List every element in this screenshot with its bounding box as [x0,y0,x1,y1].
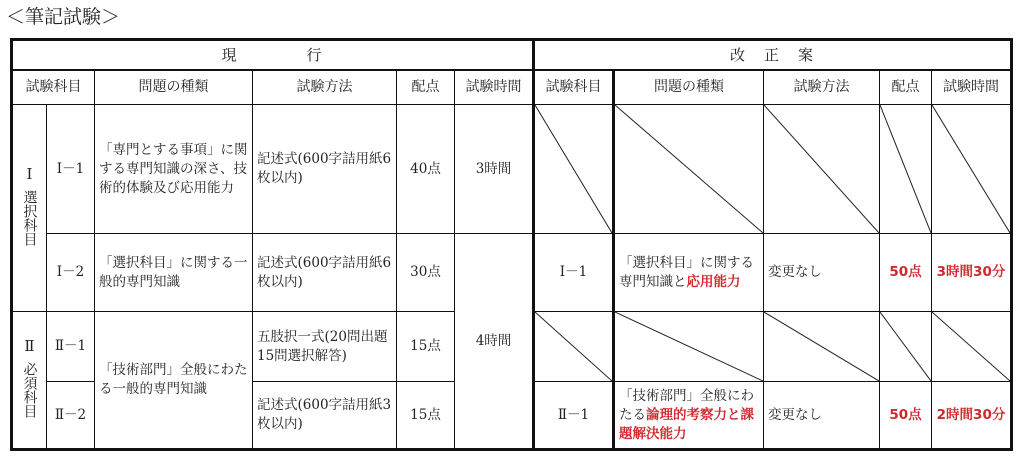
current-heading: 現 行 [12,40,534,71]
header-method-revised: 試験方法 [764,70,880,105]
type-cell: 「技術部門」全般にわたる一般的専門知識 [95,312,253,450]
empty-diagonal-cell [534,312,614,382]
header-method: 試験方法 [253,70,397,105]
revised-type-cell: 「技術部門」全般にわたる論理的考察力と課題解決能力 [614,382,764,450]
header-type-revised: 問題の種類 [614,70,764,105]
empty-diagonal-cell [880,312,932,382]
time-cell: 4時間 [455,234,534,450]
empty-diagonal-cell [932,105,1012,234]
code-cell: Ⅱ－2 [47,382,95,450]
table-row [12,234,1012,312]
revised-time-cell: 2時間30分 [932,382,1012,450]
points-cell: 15点 [397,382,455,450]
points-cell: 15点 [397,312,455,382]
empty-diagonal-cell [534,105,614,234]
revised-heading: 改 正 案 [534,40,1012,71]
revised-type-cell: 「選択科目」に関する専門知識と応用能力 [614,234,764,312]
empty-diagonal-cell [932,312,1012,382]
code-cell: Ⅰ－2 [47,234,95,312]
empty-diagonal-cell [764,105,880,234]
method-cell: 五肢択一式(20問出題15問選択解答) [253,312,397,382]
revised-code-cell: Ⅱ－1 [534,382,614,450]
exam-comparison-table [10,38,1013,451]
points-cell: 40点 [397,105,455,234]
header-subject: 試験科目 [12,70,95,105]
header-type: 問題の種類 [95,70,253,105]
code-cell: Ⅱ－1 [47,312,95,382]
points-cell: 30点 [397,234,455,312]
revised-method-cell: 変更なし [764,382,880,450]
empty-diagonal-cell [764,312,880,382]
header-subject-revised: 試験科目 [534,70,614,105]
subject-group-1: Ⅰ 選択科目 [12,105,47,312]
empty-diagonal-cell [880,105,932,234]
time-cell: 3時間 [455,105,534,234]
header-time-revised: 試験時間 [932,70,1012,105]
code-cell: Ⅰ－1 [47,105,95,234]
method-cell: 記述式(600字詰用紙6枚以内) [253,105,397,234]
type-cell: 「専門とする事項」に関する専門知識の深さ、技術的体験及び応用能力 [95,105,253,234]
method-cell: 記述式(600字詰用紙6枚以内) [253,234,397,312]
empty-diagonal-cell [614,312,764,382]
revised-points-cell: 50点 [880,382,932,450]
header-points-revised: 配点 [880,70,932,105]
header-points: 配点 [397,70,455,105]
table-row [12,105,1012,234]
revised-code-cell: Ⅰ－1 [534,234,614,312]
method-cell: 記述式(600字詰用紙3枚以内) [253,382,397,450]
empty-diagonal-cell [614,105,764,234]
section-title: ＜筆記試験＞ [6,6,121,28]
subject-group-2: Ⅱ 必須科目 [12,312,47,450]
header-time: 試験時間 [455,70,534,105]
revised-points-cell: 50点 [880,234,932,312]
revised-time-cell: 3時間30分 [932,234,1012,312]
revised-method-cell: 変更なし [764,234,880,312]
type-cell: 「選択科目」に関する一般的専門知識 [95,234,253,312]
